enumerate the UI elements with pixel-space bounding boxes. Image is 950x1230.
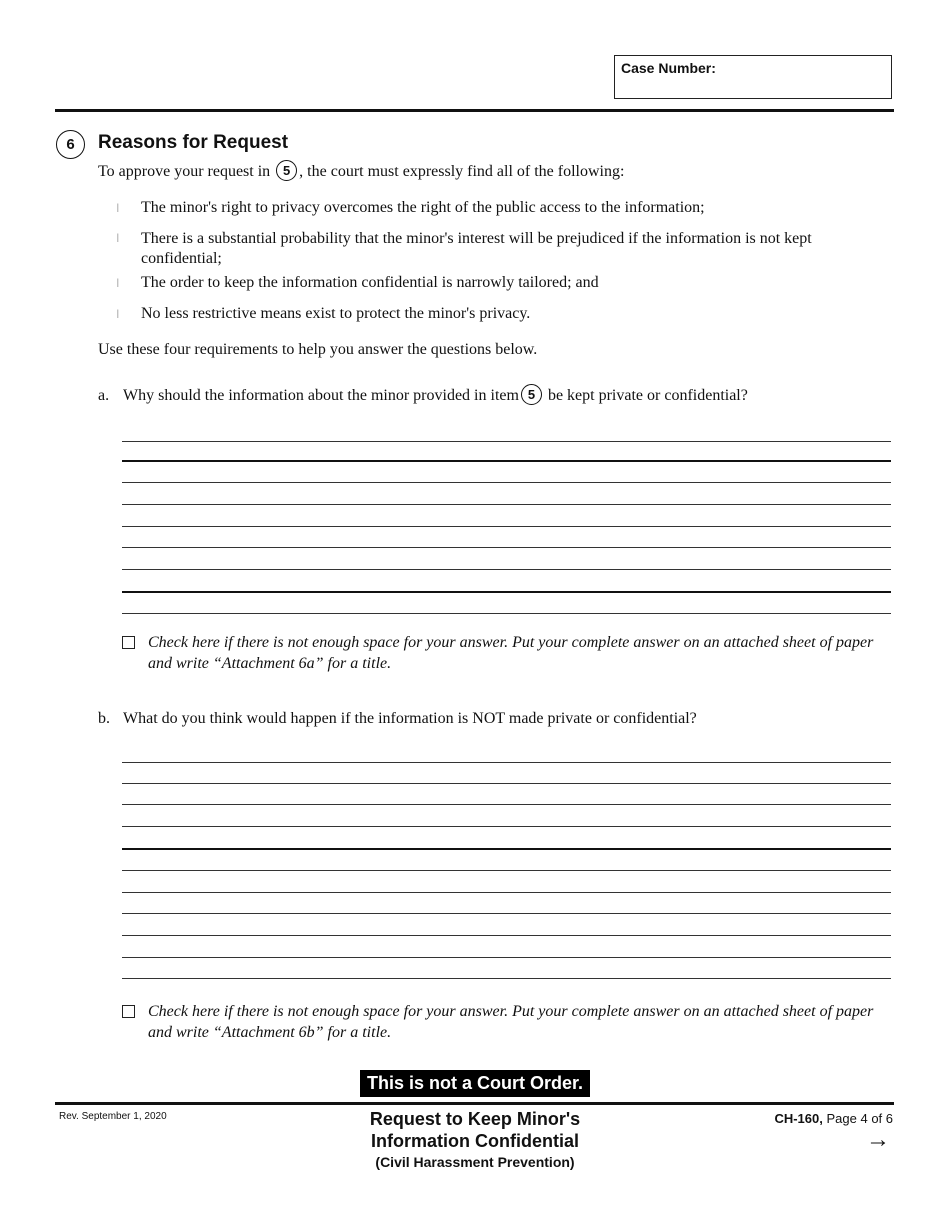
requirements-note: Use these four requirements to help you answer the questions below. bbox=[98, 341, 538, 358]
bullet-icon: | bbox=[117, 202, 119, 212]
answer-line[interactable] bbox=[122, 441, 891, 442]
attachment-6b-instructions: Check here if there is not enough space for your answer. Put your complete answer on an attached sheet of paper and write “Attachment 6b” for a title. bbox=[148, 1003, 874, 1041]
answer-line[interactable] bbox=[122, 978, 891, 979]
item-ref-circle: 5 bbox=[521, 384, 542, 405]
attachment-6a-checkbox[interactable] bbox=[122, 636, 135, 649]
section-number: 6 bbox=[56, 130, 85, 159]
question-a-text bbox=[123, 386, 748, 407]
bullet-icon: | bbox=[117, 308, 119, 318]
not-court-order-banner: This is not a Court Order. bbox=[360, 1070, 590, 1097]
question-b-text: What do you think would happen if the information is NOT made private or confidential? bbox=[123, 710, 697, 727]
requirement-item: The order to keep the information confidential is narrowly tailored; and bbox=[141, 274, 599, 291]
form-title bbox=[300, 1108, 650, 1172]
section-title: Reasons for Request bbox=[98, 132, 289, 153]
top-divider bbox=[55, 109, 894, 112]
form-title-line1: Request to Keep Minor's bbox=[369, 1109, 581, 1129]
form-subtitle: (Civil Harassment Prevention) bbox=[375, 1154, 575, 1170]
bullet-icon: | bbox=[117, 277, 119, 287]
bullet-icon: | bbox=[117, 232, 119, 242]
intro-text-start: To approve your request in bbox=[98, 163, 275, 181]
requirement-item: No less restrictive means exist to protect the minor's privacy. bbox=[141, 305, 531, 322]
form-page-info bbox=[774, 1111, 893, 1126]
answer-line[interactable] bbox=[122, 569, 891, 570]
bottom-divider bbox=[55, 1102, 894, 1105]
form-title-line2: Information Confidential bbox=[371, 1131, 579, 1151]
answer-line[interactable] bbox=[122, 504, 891, 505]
intro-text-end: , the court must expressly find all of the following: bbox=[299, 163, 625, 181]
item-ref-circle: 5 bbox=[276, 160, 297, 181]
attachment-6b-checkbox[interactable] bbox=[122, 1005, 135, 1018]
question-b-letter: b. bbox=[98, 710, 110, 727]
question-a-letter: a. bbox=[98, 387, 110, 404]
next-page-arrow-icon: → bbox=[866, 1126, 890, 1153]
question-a-text-start: Why should the information about the minor provided in item bbox=[123, 387, 519, 405]
answer-line[interactable] bbox=[122, 870, 891, 871]
revision-date: Rev. September 1, 2020 bbox=[59, 1111, 167, 1122]
answer-line[interactable] bbox=[122, 762, 891, 763]
form-code: CH-160, bbox=[774, 1111, 823, 1126]
answer-line[interactable] bbox=[122, 826, 891, 827]
answer-line[interactable] bbox=[122, 913, 891, 914]
answer-line[interactable] bbox=[122, 482, 891, 483]
requirement-item: The minor's right to privacy overcomes the right of the public access to the information; bbox=[141, 199, 705, 216]
answer-line[interactable] bbox=[122, 804, 891, 805]
section-intro bbox=[98, 162, 624, 183]
answer-line[interactable] bbox=[122, 591, 891, 593]
question-a-text-end: be kept private or confidential? bbox=[543, 387, 748, 405]
answer-line[interactable] bbox=[122, 547, 891, 548]
answer-line[interactable] bbox=[122, 783, 891, 784]
answer-line[interactable] bbox=[122, 957, 891, 958]
answer-line[interactable] bbox=[122, 613, 891, 614]
case-number-box[interactable] bbox=[614, 55, 892, 99]
case-number-label: Case Number: bbox=[621, 60, 716, 76]
answer-line[interactable] bbox=[122, 892, 891, 893]
page-number: Page 4 of 6 bbox=[826, 1111, 893, 1126]
answer-line[interactable] bbox=[122, 460, 891, 462]
requirement-item: There is a substantial probability that the minor's interest will be prejudiced if the information is not kept confidential; bbox=[141, 230, 812, 267]
answer-line[interactable] bbox=[122, 526, 891, 527]
answer-line[interactable] bbox=[122, 935, 891, 936]
attachment-6a-instructions: Check here if there is not enough space for your answer. Put your complete answer on an attached sheet of paper and write “Attachment 6a” for a title. bbox=[148, 634, 874, 672]
answer-line[interactable] bbox=[122, 848, 891, 850]
